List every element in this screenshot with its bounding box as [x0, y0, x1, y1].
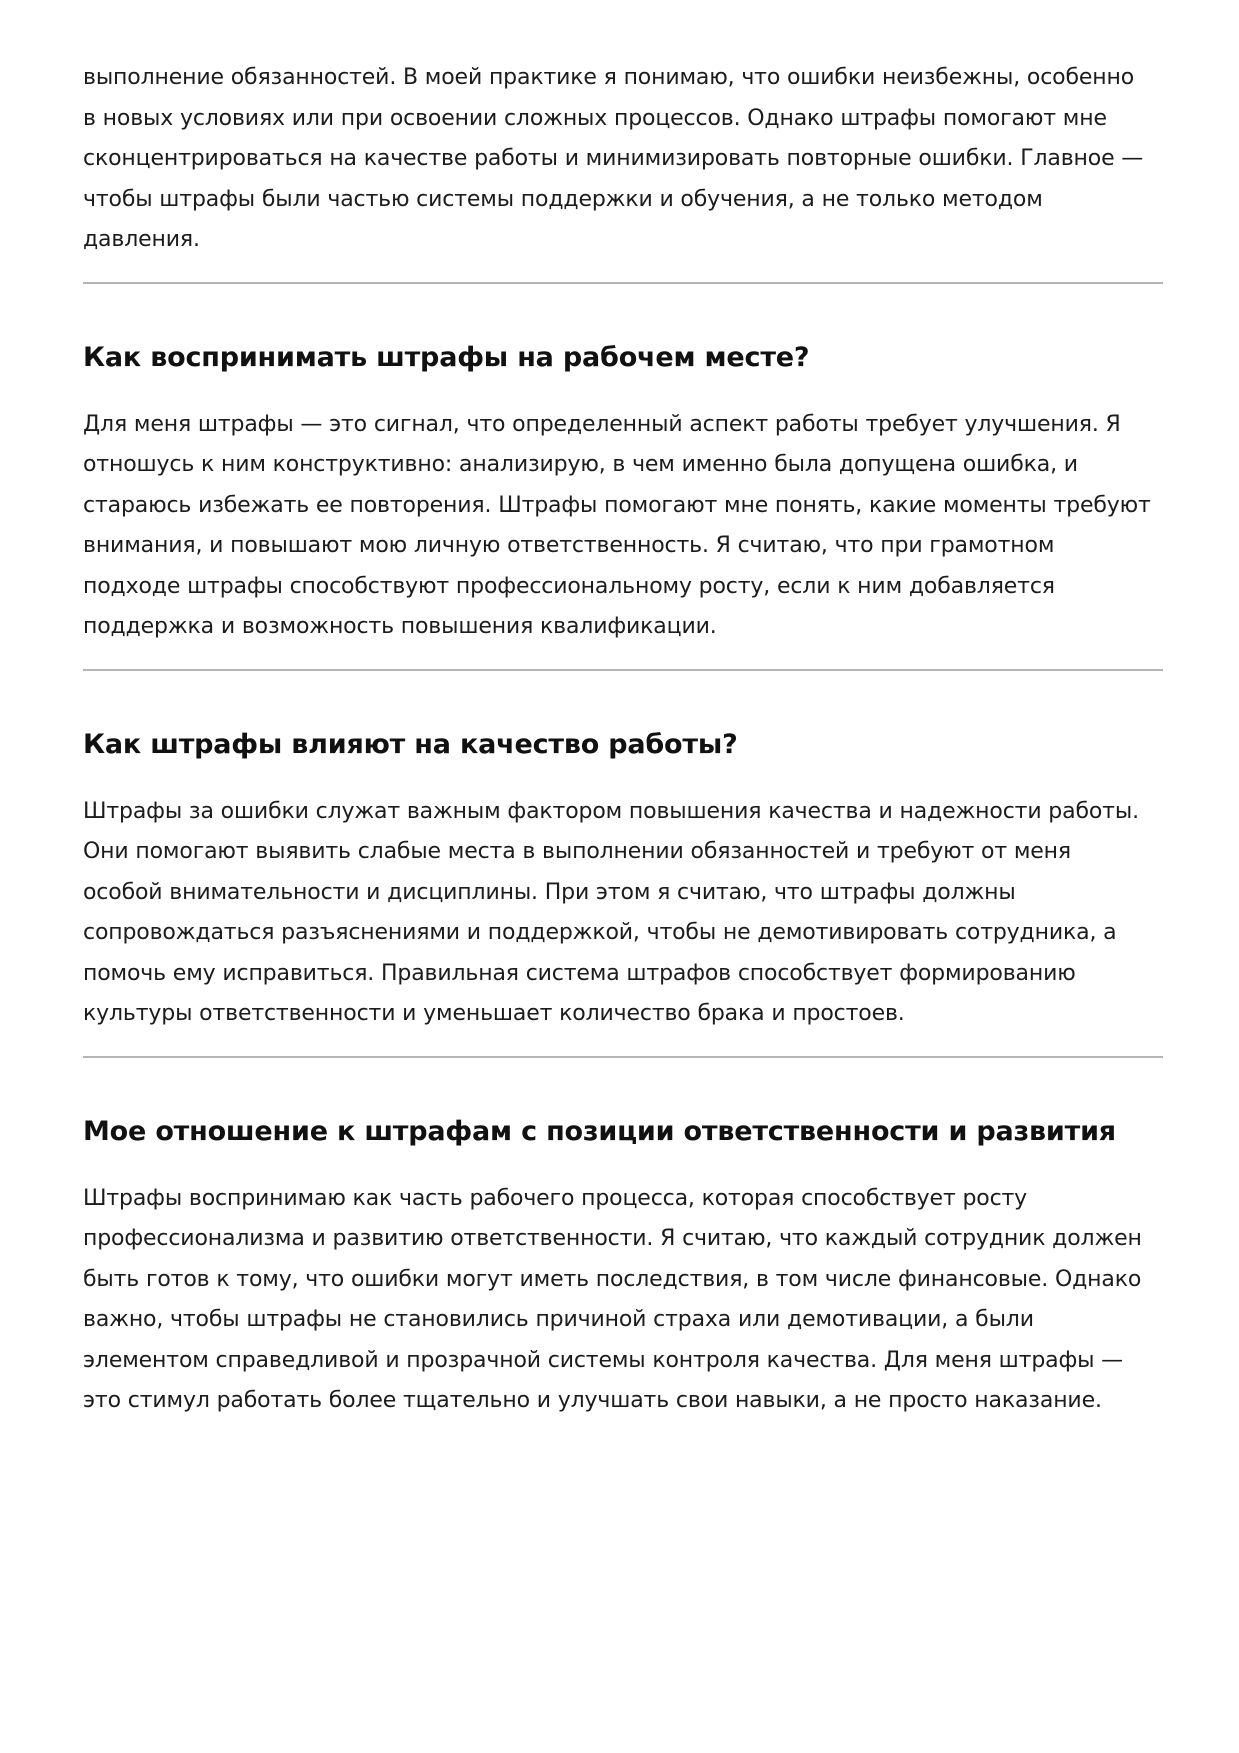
- paragraph-line: чтобы штрафы были частью системы поддержки и обучения, а не только методом: [83, 186, 1043, 212]
- paragraph-line: особой внимательности и дисциплины. При этом я считаю, что штрафы должны: [83, 879, 1016, 905]
- section-divider: [83, 282, 1163, 284]
- paragraph-line: подходе штрафы способствуют профессиональному росту, если к ним добавляется: [83, 573, 1055, 599]
- paragraph-line: быть готов к тому, что ошибки могут иметь последствия, в том числе финансовые. Однако: [83, 1266, 1142, 1292]
- section-divider: [83, 669, 1163, 671]
- paragraph-line: внимания, и повышают мою личную ответственность. Я считаю, что при грамотном: [83, 533, 1055, 558]
- section-heading-attitude: Мое отношение к штрафам с позиции ответственности и развития: [83, 1115, 1116, 1147]
- paragraph-line: Для меня штрафы — это сигнал, что определенный аспект работы требует улучшения. Я: [83, 411, 1121, 437]
- paragraph-line: Они помогают выявить слабые места в выполнении обязанностей и требуют от меня: [83, 839, 1071, 864]
- paragraph-line: важно, чтобы штрафы не становились причиной страха или демотивации, а были: [83, 1307, 1034, 1332]
- section-paragraph-perception: [83, 405, 1163, 648]
- section-divider: [83, 1056, 1163, 1058]
- paragraph-line: стараюсь избежать ее повторения. Штрафы помогают мне понять, какие моменты требуют: [83, 492, 1151, 518]
- intro-paragraph: [83, 58, 1163, 261]
- section-heading-perception: Как воспринимать штрафы на рабочем месте?: [83, 341, 810, 373]
- paragraph-line: давления.: [83, 227, 200, 252]
- paragraph-line: профессионализма и развитию ответственности. Я считаю, что каждый сотрудник должен: [83, 1226, 1142, 1251]
- paragraph-line: это стимул работать более тщательно и улучшать свои навыки, а не просто наказание.: [83, 1388, 1102, 1413]
- section-heading-quality: Как штрафы влияют на качество работы?: [83, 728, 738, 760]
- section-paragraph-quality: [83, 792, 1163, 1035]
- paragraph-line: культуры ответственности и уменьшает количество брака и простоев.: [83, 1001, 905, 1026]
- paragraph-line: отношусь к ним конструктивно: анализирую, в чем именно была допущена ошибка, и: [83, 452, 1078, 477]
- paragraph-line: сопровождаться разъяснениями и поддержкой, чтобы не демотивировать сотрудника, а: [83, 920, 1117, 945]
- paragraph-line: выполнение обязанностей. В моей практике я понимаю, что ошибки неизбежны, особенно: [83, 65, 1135, 90]
- paragraph-line: в новых условиях или при освоении сложных процессов. Однако штрафы помогают мне: [83, 105, 1107, 131]
- paragraph-line: поддержка и возможность повышения квалификации.: [83, 614, 717, 639]
- paragraph-line: элементом справедливой и прозрачной системы контроля качества. Для меня штрафы —: [83, 1347, 1124, 1373]
- section-paragraph-attitude: [83, 1179, 1163, 1422]
- paragraph-line: помочь ему исправиться. Правильная система штрафов способствует формированию: [83, 960, 1076, 986]
- paragraph-line: сконцентрироваться на качестве работы и минимизировать повторные ошибки. Главное —: [83, 146, 1144, 171]
- paragraph-line: Штрафы за ошибки служат важным фактором повышения качества и надежности работы.: [83, 798, 1139, 824]
- document-page: [83, 58, 1163, 1422]
- paragraph-line: Штрафы воспринимаю как часть рабочего процесса, которая способствует росту: [83, 1185, 1028, 1211]
